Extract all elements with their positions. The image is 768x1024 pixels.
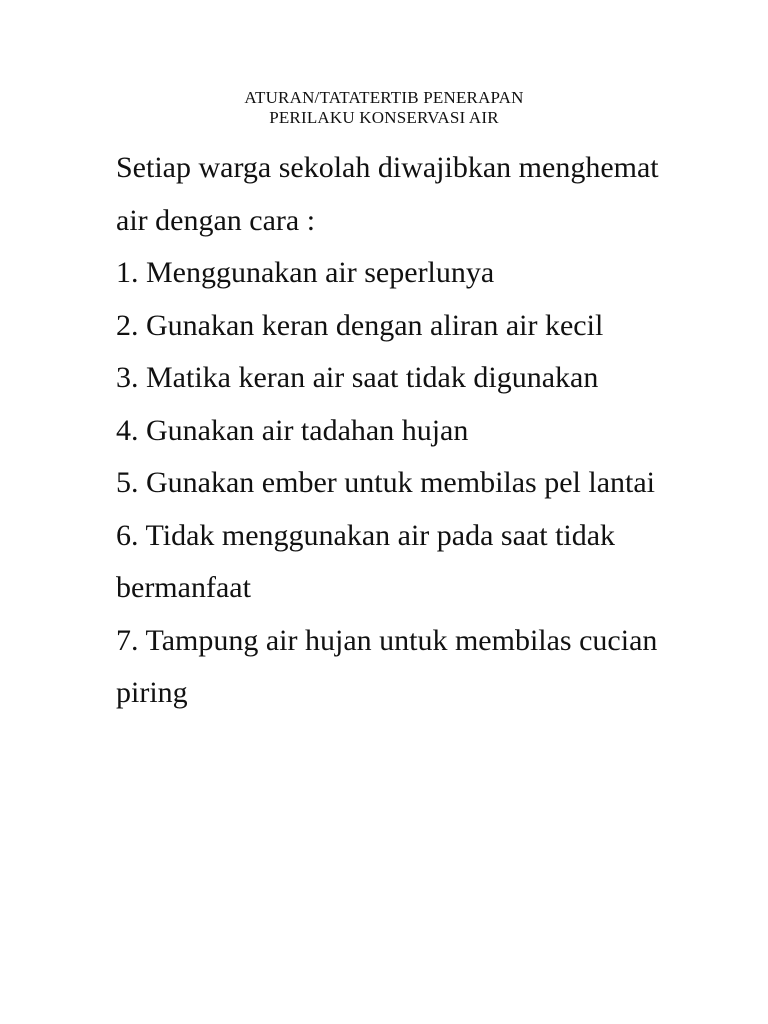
rule-item-5: 5. Gunakan ember untuk membilas pel lantai bbox=[116, 466, 656, 499]
intro-line-2: air dengan cara : bbox=[116, 203, 316, 237]
title-line-2: PERILAKU KONSERVASI AIR bbox=[269, 108, 499, 127]
rule-item-7: 7. Tampung air hujan untuk membilas cucian bbox=[116, 623, 658, 657]
rule-item-4: 4. Gunakan air tadahan hujan bbox=[116, 413, 469, 447]
document-title bbox=[0, 88, 768, 128]
rule-item-2: 2. Gunakan keran dengan aliran air kecil bbox=[116, 308, 604, 342]
title-line-1: ATURAN/TATATERTIB PENERAPAN bbox=[244, 88, 524, 107]
rule-item-6-continued: bermanfaat bbox=[116, 571, 251, 604]
rule-item-3: 3. Matika keran air saat tidak digunakan bbox=[116, 361, 599, 394]
rule-item-1: 1. Menggunakan air seperlunya bbox=[116, 256, 495, 289]
rule-item-6: 6. Tidak menggunakan air pada saat tidak bbox=[116, 518, 616, 552]
document-body bbox=[116, 142, 736, 720]
rule-item-7-continued: piring bbox=[116, 676, 188, 709]
intro-line-1: Setiap warga sekolah diwajibkan menghemat bbox=[116, 151, 659, 184]
